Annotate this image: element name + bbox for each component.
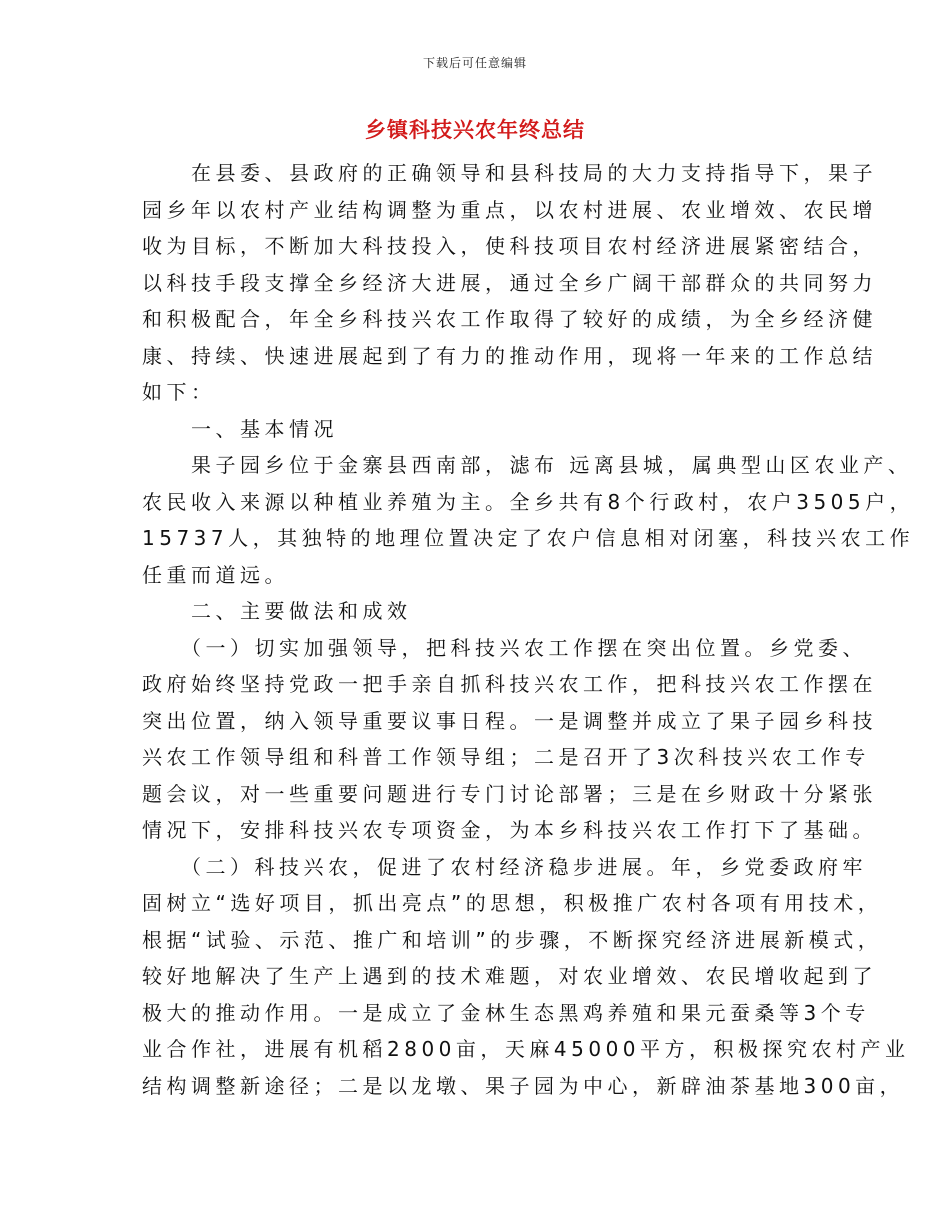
- body-line: 极大的推动作用。一是成立了金林生态黑鸡养殖和果元蚕桑等3个专: [142, 1000, 870, 1025]
- page-header: 下载后可任意编辑: [422, 56, 527, 70]
- body-line: （二）科技兴农，促进了农村经济稳步进展。年，乡党委政府牢: [142, 854, 867, 879]
- body-line: 康、持续、快速进展起到了有力的推动作用，现将一年来的工作总结: [142, 343, 877, 368]
- body-line: 突出位置，纳入领导重要议事日程。一是调整并成立了果子园乡科技: [142, 708, 877, 733]
- body-line: 结构调整新途径；二是以龙墩、果子园为中心，新辟油茶基地300亩，: [142, 1073, 905, 1098]
- body-line: 兴农工作领导组和科普工作领导组；二是召开了3次科技兴农工作专: [142, 745, 870, 769]
- body-line: （一）切实加强领导，把科技兴农工作摆在突出位置。乡党委、: [142, 635, 867, 660]
- document-body: [142, 158, 915, 1107]
- body-line: 农民收入来源以种植业养殖为主。全乡共有8个行政村，农户3505户，: [142, 489, 915, 514]
- body-line: 收为目标，不断加大科技投入，使科技项目农村经济进展紧密结合，: [142, 234, 877, 258]
- body-line: 果子园乡位于金寨县西南部，滤布 远离县城，属典型山区农业产、: [142, 453, 913, 477]
- body-line: 和积极配合，年全乡科技兴农工作取得了较好的成绩，为全乡经济健: [142, 307, 877, 331]
- body-line: 以科技手段支撑全乡经济大进展，通过全乡广阔干部群众的共同努力: [142, 270, 877, 295]
- body-line: 根据“试验、示范、推广和培训”的步骤，不断探究经济进展新模式，: [142, 927, 883, 952]
- body-line: 园乡年以农村产业结构调整为重点，以农村进展、农业增效、农民增: [142, 197, 877, 222]
- body-line: 业合作社，进展有机稻2800亩，天麻45000平方，积极探究农村产业: [142, 1037, 910, 1061]
- body-line: 在县委、县政府的正确领导和县科技局的大力支持指导下，果子: [142, 161, 877, 185]
- body-line: 情况下，安排科技兴农专项资金，为本乡科技兴农工作打下了基础。: [142, 818, 877, 842]
- section-heading: 一、基本情况: [142, 416, 338, 441]
- body-line: 固树立“选好项目，抓出亮点”的思想，积极推广农村各项有用技术，: [142, 891, 883, 915]
- body-line: 题会议，对一些重要问题进行专门讨论部署；三是在乡财政十分紧张: [142, 781, 877, 806]
- body-line: 较好地解决了生产上遇到的技术难题，对农业增效、农民增收起到了: [142, 964, 877, 988]
- body-line: 如下：: [142, 380, 216, 404]
- section-heading: 二、主要做法和成效: [142, 599, 412, 623]
- document-title: 乡镇科技兴农年终总结: [365, 118, 585, 142]
- body-line: 政府始终坚持党政一把手亲自抓科技兴农工作，把科技兴农工作摆在: [142, 672, 877, 696]
- body-line: 15737人，其独特的地理位置决定了农户信息相对闭塞，科技兴农工作: [142, 526, 915, 550]
- body-line: 任重而道远。: [142, 562, 289, 587]
